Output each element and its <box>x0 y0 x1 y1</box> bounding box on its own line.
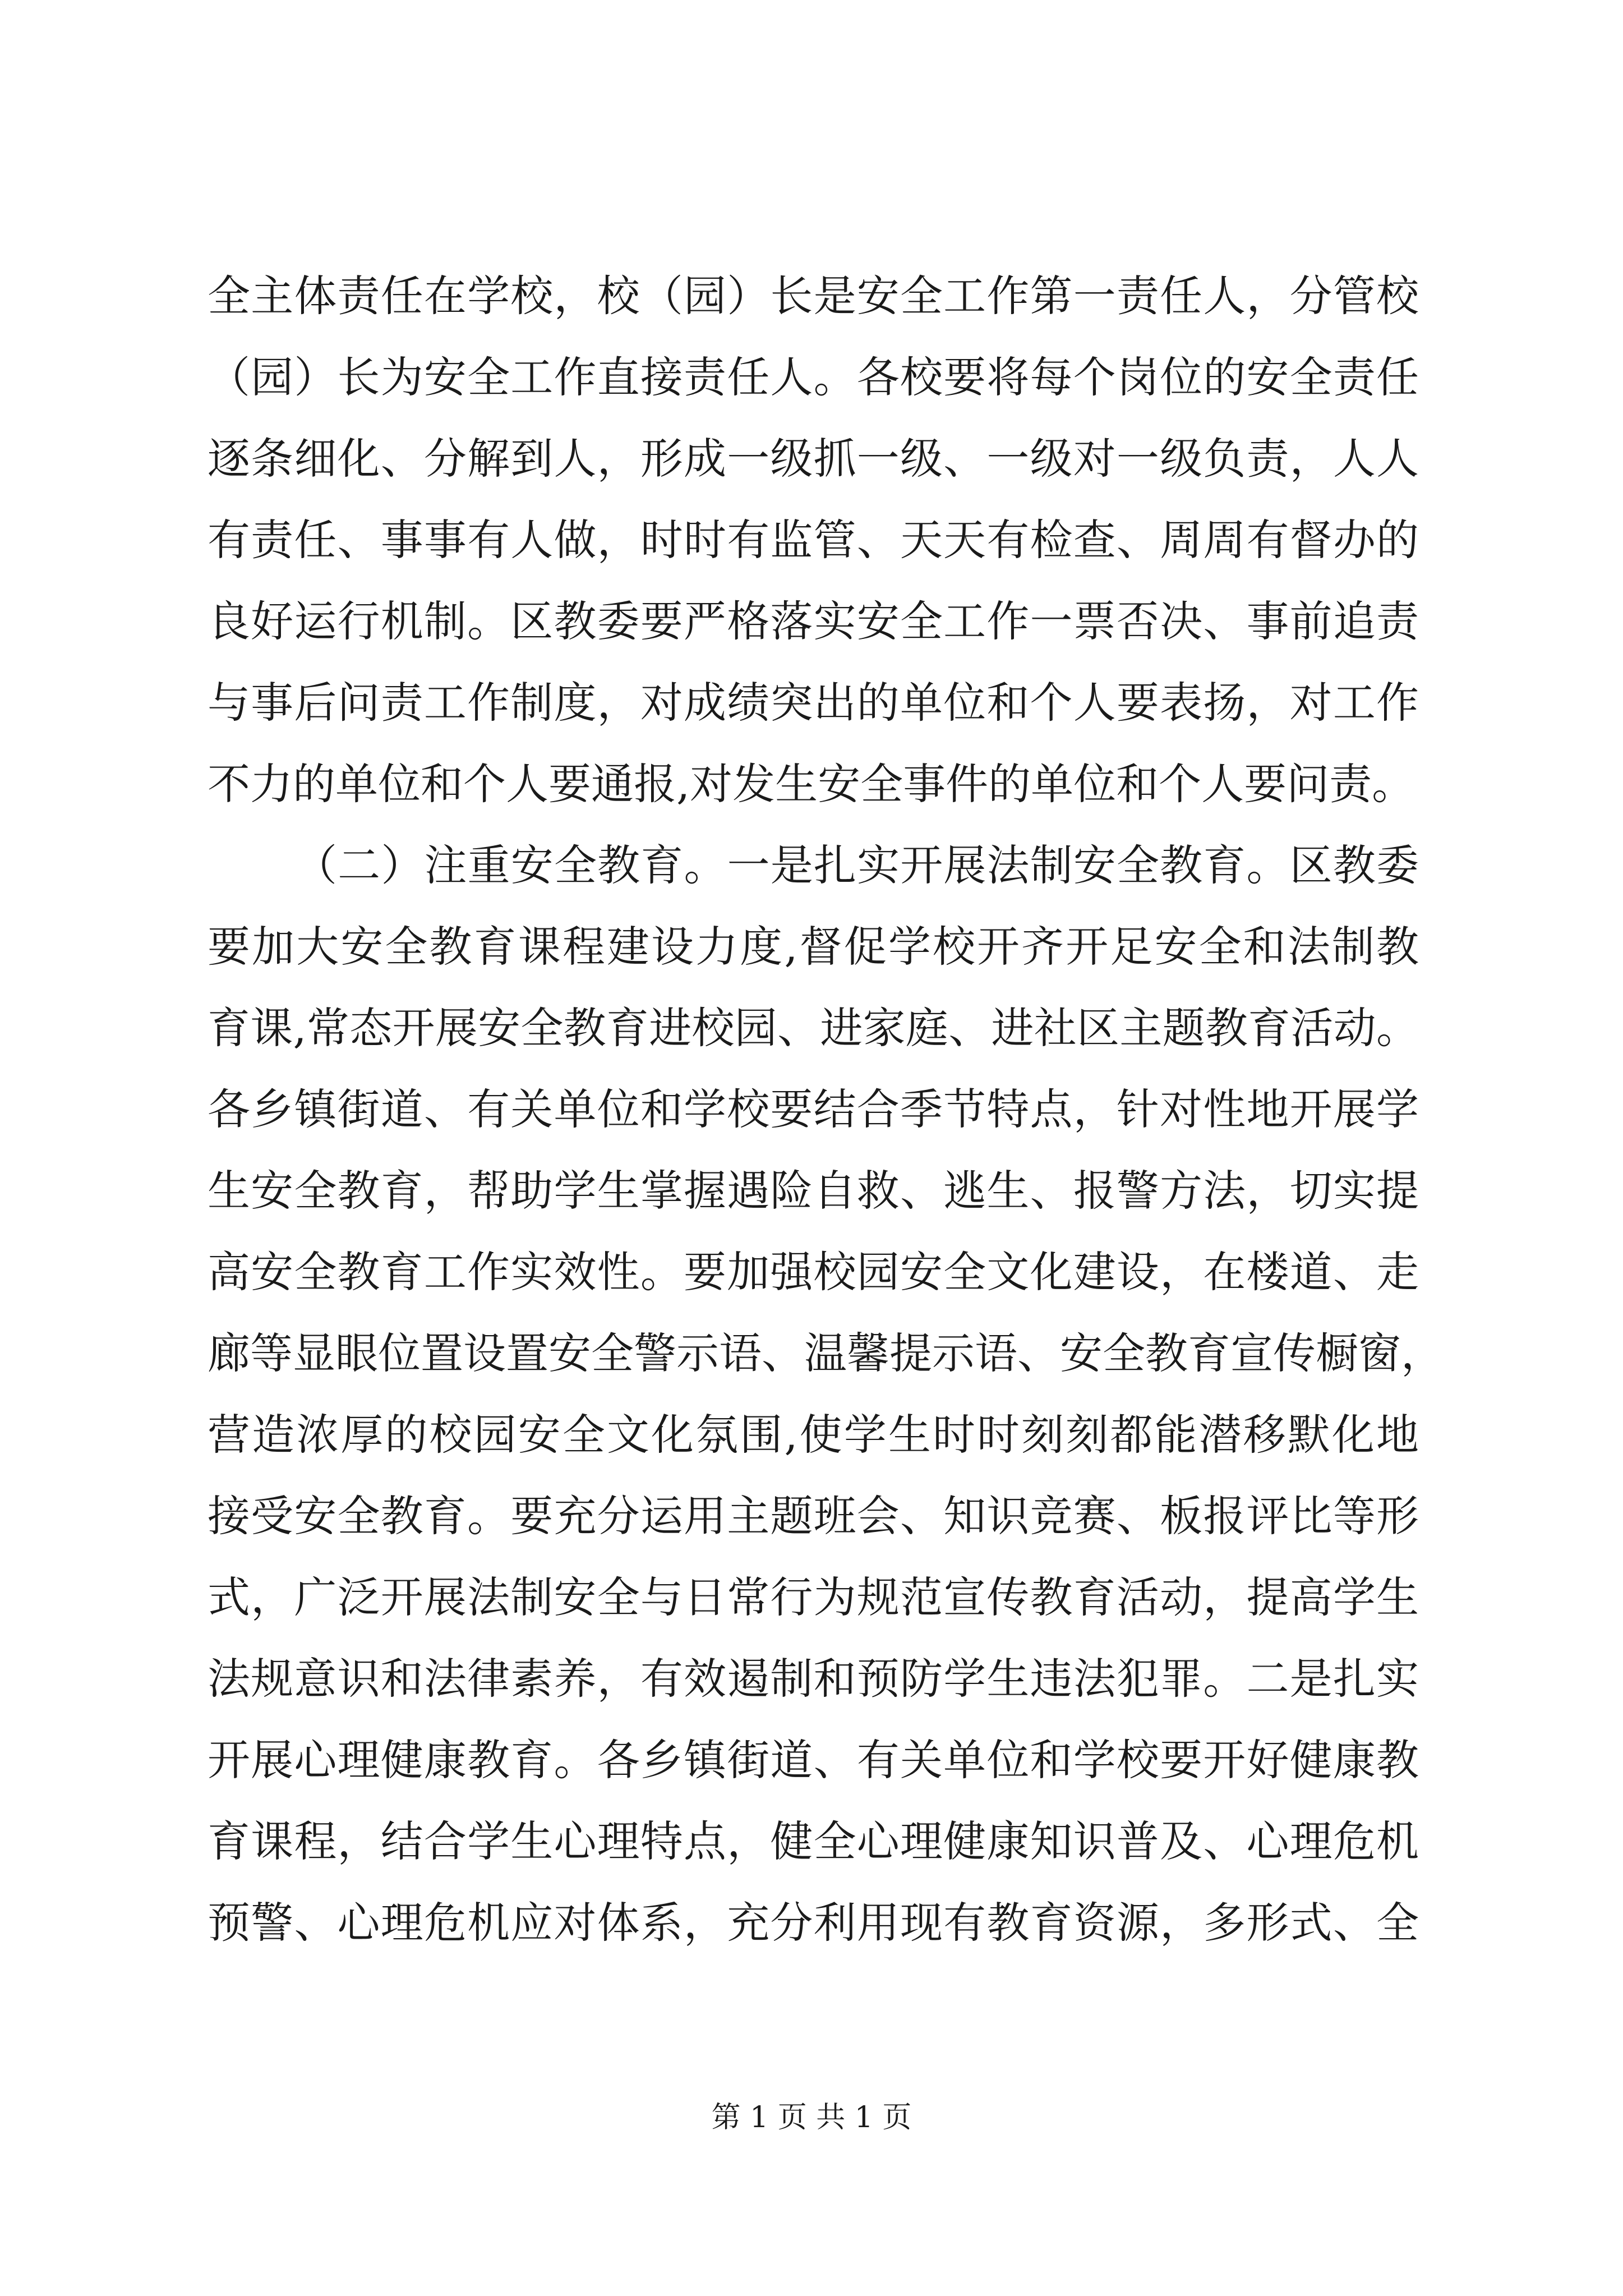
text-line: 营造浓厚的校园安全文化氛围,使学生时时刻刻都能潜移默化地 <box>208 1410 1419 1460</box>
text-line: 高安全教育工作实效性。要加强校园安全文化建设，在楼道、走 <box>208 1247 1419 1297</box>
text-line: 育课,常态开展安全教育进校园、进家庭、进社区主题教育活动。 <box>208 1003 1419 1053</box>
text-line: 逐条细化、分解到人，形成一级抓一级、一级对一级负责，人人 <box>208 434 1419 484</box>
page-number-label: 第 1 页 共 1 页 <box>711 2101 912 2134</box>
text-line: 开展心理健康教育。各乡镇街道、有关单位和学校要开好健康教 <box>208 1735 1419 1785</box>
text-line: 生安全教育，帮助学生掌握遇险自救、逃生、报警方法，切实提 <box>208 1166 1419 1216</box>
text-line: 式，广泛开展法制安全与日常行为规范宣传教育活动，提高学生 <box>208 1572 1419 1622</box>
text-line: 预警、心理危机应对体系，充分利用现有教育资源，多形式、全 <box>208 1898 1419 1948</box>
text-line: 有责任、事事有人做，时时有监管、天天有检查、周周有督办的 <box>208 515 1419 565</box>
text-line: （二）注重安全教育。一是扎实开展法制安全教育。区教委 <box>294 840 1419 890</box>
text-line: 与事后问责工作制度，对成绩突出的单位和个人要表扬，对工作 <box>208 678 1419 728</box>
text-line: 法规意识和法律素养，有效遏制和预防学生违法犯罪。二是扎实 <box>208 1654 1419 1704</box>
text-line: 全主体责任在学校，校（园）长是安全工作第一责任人，分管校 <box>208 271 1419 321</box>
text-line: 要加大安全教育课程建设力度,督促学校开齐开足安全和法制教 <box>208 922 1419 972</box>
page-footer <box>0 2095 1623 2140</box>
text-line: 接受安全教育。要充分运用主题班会、知识竞赛、板报评比等形 <box>208 1491 1419 1541</box>
body-text <box>208 255 1444 1963</box>
text-line: 良好运行机制。区教委要严格落实安全工作一票否决、事前追责 <box>208 596 1419 646</box>
text-line: 各乡镇街道、有关单位和学校要结合季节特点，针对性地开展学 <box>208 1084 1419 1134</box>
text-line: （园）长为安全工作直接责任人。各校要将每个岗位的安全责任 <box>208 352 1419 402</box>
text-line: 不力的单位和个人要通报,对发生安全事件的单位和个人要问责。 <box>208 759 1415 809</box>
text-line: 廊等显眼位置设置安全警示语、温馨提示语、安全教育宣传橱窗， <box>208 1328 1444 1378</box>
text-line: 育课程，结合学生心理特点，健全心理健康知识普及、心理危机 <box>208 1816 1419 1866</box>
